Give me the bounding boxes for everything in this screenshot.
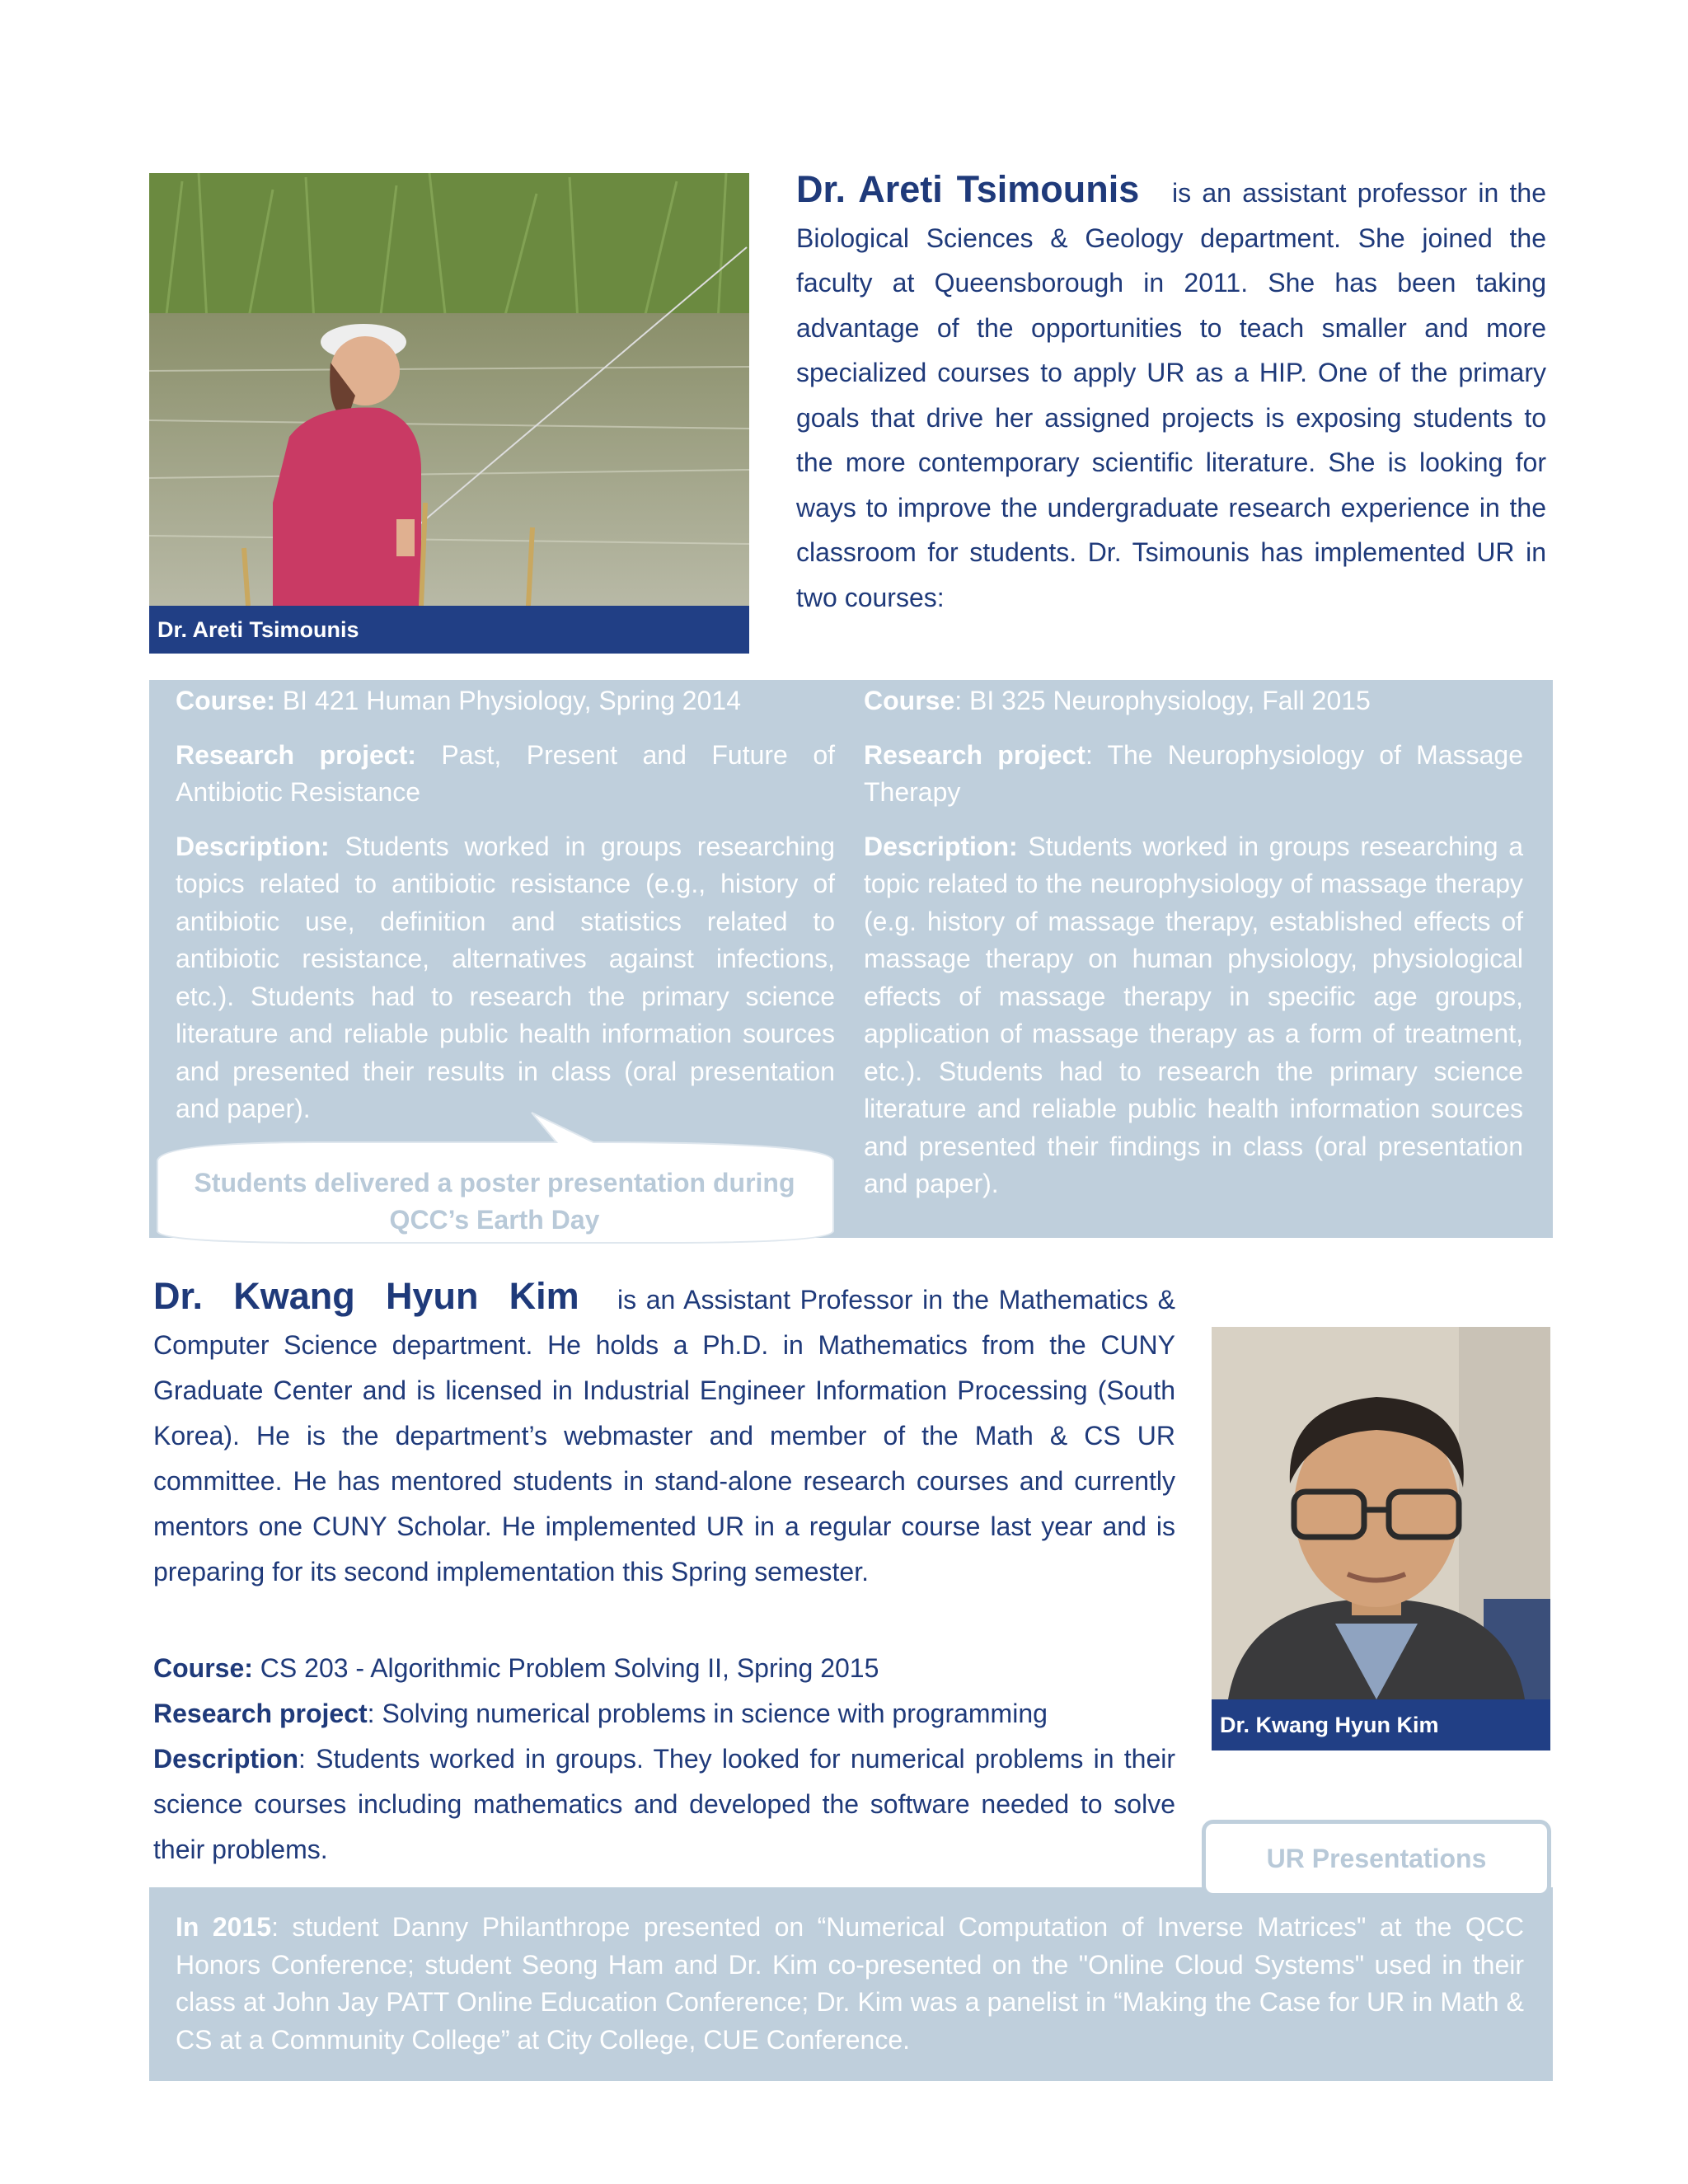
- tsimounis-photo-illustration: [149, 173, 749, 606]
- kim-description: Description: Students worked in groups. They looked for numerical problems in their science courses including mathematics and developed the software needed to solve their problems.: [153, 1744, 1175, 1864]
- ur-presentations-body: : student Danny Philanthrope presented on “Numerical Computation of Inverse Matrices" at the QCC Honors Conference; student Seong Ham and Dr. Kim co-presented on the "Online Cloud Systems" used in their class at John Jay PATT Online Education Conference; Dr. Kim was a panelist in “Making the Case for UR in Math & CS at a Community College” at City College, CUE Conference.: [176, 1912, 1525, 2055]
- tsimounis-bio: [796, 167, 1546, 620]
- kim-course-block: [153, 1646, 1175, 1872]
- tsimounis-photo-caption: Dr. Areti Tsimounis: [149, 606, 749, 654]
- kim-project: Research project: Solving numerical problems in science with programming: [153, 1699, 1048, 1728]
- kim-name: Dr. Kwang Hyun Kim: [153, 1275, 579, 1317]
- kim-bio: [153, 1273, 1175, 1595]
- course-left-project: Research project: Past, Present and Future of Antibiotic Resistance: [176, 739, 836, 807]
- ur-presentations-title: UR Presentations: [1202, 1820, 1551, 1897]
- course-right-project: Research project: The Neurophysiology of Massage Therapy: [864, 739, 1524, 807]
- ur-presentations-year: In 2015: [176, 1912, 272, 1942]
- speech-bubble-text: Students delivered a poster presentation during QCC’s Earth Day: [194, 1168, 795, 1235]
- kim-bio-text: is an Assistant Professor in the Mathematics & Computer Science department. He holds a Ph.D. in Mathematics from the CUNY Graduate Center and is licensed in Industrial Engineer Information Processing (South Korea). He is the department’s webmaster and member of the Math & CS UR committee. He has mentored students in stand-alone research courses and currently mentors one CUNY Scholar. He implemented UR in a regular course last year and is preparing for its second implementation this Spring semester.: [153, 1285, 1176, 1586]
- course-right-column: [864, 682, 1523, 1220]
- course-left-description: Description: Students worked in groups researching topics related to antibiotic resistance (e.g., history of antibiotic use, definition and statistics related to antibiotic resistance, alternatives against infections, etc.). Students had to research the primary science literature and reliable public health information sources and presented their results in class (oral presentation and paper).: [176, 831, 835, 1123]
- tsimounis-photo: [149, 173, 749, 606]
- kim-photo: [1212, 1327, 1550, 1699]
- kim-course: Course: CS 203 - Algorithmic Problem Solving II, Spring 2015: [153, 1653, 879, 1683]
- course-left-course: Course: BI 421 Human Physiology, Spring 2014: [176, 686, 741, 715]
- tsimounis-name: Dr. Areti Tsimounis: [796, 168, 1140, 210]
- tsimounis-bio-text: is an assistant professor in the Biological Sciences & Geology department. She joined the faculty at Queensborough in 2011. She has been taking advantage of the opportunities to teach smaller and more specialized courses to apply UR as a HIP. One of the primary goals that drive her assigned projects is exposing students to the more contemporary scientific literature. She is looking for ways to improve the undergraduate research experience in the classroom for students. Dr. Tsimounis has implemented UR in two courses:: [796, 178, 1547, 612]
- kim-photo-illustration: [1212, 1327, 1550, 1699]
- course-right-course: Course: BI 325 Neurophysiology, Fall 2015: [864, 686, 1371, 715]
- course-left-column: [176, 682, 835, 1145]
- ur-presentations-text: [176, 1909, 1524, 2059]
- course-right-description: Description: Students worked in groups researching a topic related to the neurophysiology of massage therapy (e.g. history of massage therapy, established effects of massage therapy on human physiology, physiological effects of massage therapy in specific age groups, application of massage therapy as a form of treatment, etc.). Students had to research the primary science literature and reliable public health information sources and presented their findings in class (oral presentation and paper).: [864, 831, 1523, 1198]
- kim-photo-caption: Dr. Kwang Hyun Kim: [1212, 1699, 1550, 1750]
